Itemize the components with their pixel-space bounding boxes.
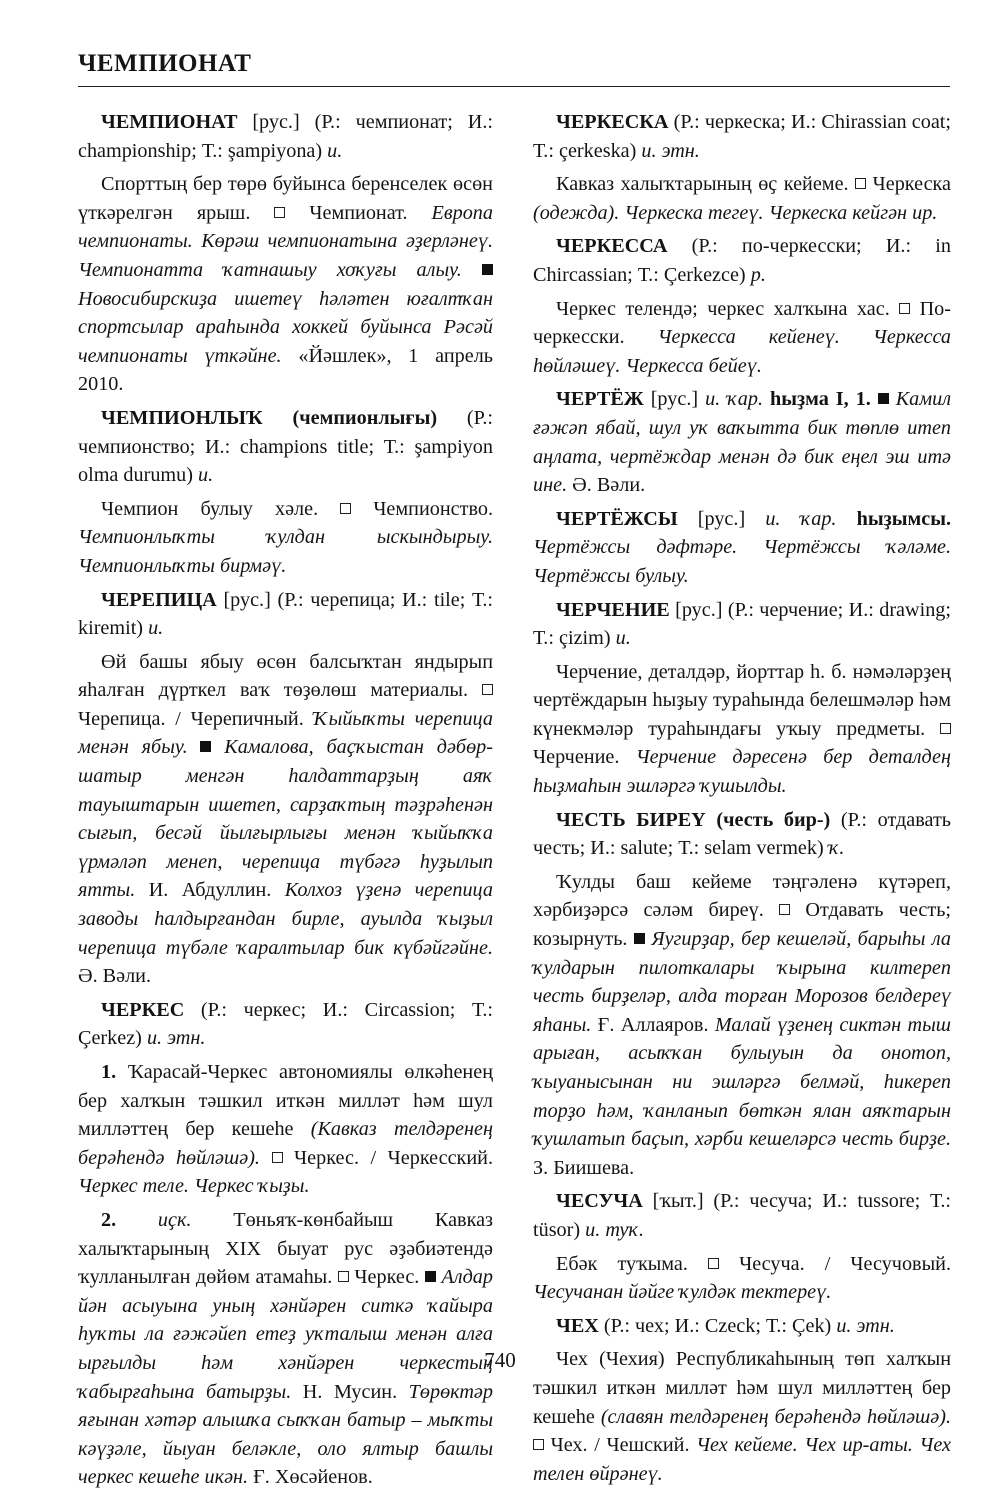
text: Н. Мусин. [291, 1380, 409, 1403]
italic-text: р. [750, 263, 766, 286]
open-square-icon [533, 1439, 544, 1450]
entry-cherkessa [533, 232, 951, 380]
text [871, 388, 878, 410]
italic-text: и. этн. [641, 139, 700, 162]
italic-text: (славян телдәренең берәһендә һөйләшә). [600, 1405, 952, 1428]
headword: ЧЕМПИОНАТ [101, 111, 238, 133]
header-rule [78, 86, 950, 87]
text: Ебәк туҡыма. [556, 1252, 708, 1275]
italic-text: и. туҡ. [585, 1218, 645, 1241]
open-square-icon [779, 904, 790, 915]
entry-definition [533, 170, 951, 227]
entry-cherkes [78, 996, 493, 1492]
text: Ҡарасай-Черкес автономиялы өлкәһенең бер халҡын тәшкил иткән милләт һәм шул милләттең бер кешеһе [78, 1061, 493, 1141]
text [260, 1147, 272, 1169]
entry-chertyozh [533, 385, 951, 499]
italic-text: и. [197, 464, 214, 487]
text: Черкес телендә; черкес халҡына хас. [556, 297, 900, 320]
entry-headline [78, 404, 493, 490]
text: (Р.: чемпионство; И.: champions title; Т.: şampiyon olma durumu) [78, 406, 493, 487]
text [836, 508, 856, 530]
entry-headline [533, 505, 951, 591]
entry-headline [78, 108, 493, 165]
text: «Йәшлек», 1 апрель 2010. [78, 344, 493, 396]
text: Кавказ халыҡтарының өҫ кейеме. [556, 173, 856, 196]
italic-text: Алдар йән асыуына уның хәнйәрен ситкә ҡайыра һуҡты ла ғәжәйеп етеҙ уҡталыш менән алға ырғылды һәм хәнйәрен черкестың ҡабырғаһына батырҙы. [78, 1266, 493, 1403]
text: (Р.: черкес; И.: Circassion; Т.: Çerkez) [78, 998, 493, 1050]
entry-headline [533, 596, 951, 653]
entry-definition [78, 648, 493, 991]
headword: ЧЕРКЕССА [556, 235, 668, 258]
headword: ЧЕРЕПИЦА [101, 588, 217, 611]
italic-text: Чесучанан йәйге ҡулдәк тектереү. [533, 1281, 832, 1304]
italic-text: Чертёжсы дәфтәре. Чертёжсы ҡәләме. Чертёжсы булыу. [533, 536, 951, 587]
text: Ә. Вәли. [567, 474, 646, 497]
open-square-icon [338, 1271, 349, 1282]
entry-headline [533, 108, 951, 165]
entry-headline [533, 1187, 951, 1244]
headword: ЧЕСУЧА [556, 1190, 643, 1213]
entry-chesucha [533, 1187, 951, 1306]
entry-chekh [533, 1312, 951, 1489]
text: Спорттың бер төрө буйынса беренселек өсөн үткәрелгән ярыш. [78, 173, 493, 224]
text: Өй башы ябыу өсөн балсыҡтан яндырып яһалған дүрткел ваҡ төҙөлөш материалы. [78, 650, 493, 702]
left-column [78, 108, 493, 1497]
entry-headline [533, 232, 951, 289]
entry-headline [533, 385, 951, 499]
italic-text: и. [148, 617, 164, 640]
text: [ҡыт.] (Р.: чесуча; И.: tussore; Т.: tüsor) [533, 1190, 951, 1241]
entry-definition [533, 658, 951, 801]
italic-text: Малай үҙенең сиктән тыш арыған, асыҡҡан булыуын да онотоп, ҡыуанысынан ни эшләргә белмәй, һикереп торҙо һәм, ҡанланып бөткән ялан аяҡтарын ҡушлатып баҫып, хәрби кешеләрсә честь бирҙе. [533, 1013, 951, 1151]
headword: ЧЕХ [556, 1314, 599, 1337]
headword: ЧЕМПИОНЛЫҠ (чемпионлығы) [101, 406, 438, 429]
entry-definition [533, 295, 951, 381]
right-column [533, 108, 951, 1493]
entry-definition [78, 170, 493, 399]
text: Төньяҡ-көнбайыш Кавказ халыҡтарының XIX быуат рус әҙәбиәтендә ҡулланылған дөйөм атамаһы. [78, 1208, 494, 1289]
text: [рус.] [643, 388, 706, 411]
text: И. Абдуллин. [135, 879, 285, 902]
text: (Р.: чех; И.: Czeck; Т.: Çek) [598, 1314, 837, 1337]
entry-championlyk [78, 404, 493, 581]
entry-headline [533, 806, 951, 863]
headword: 1. [101, 1061, 117, 1083]
headword: 2. [101, 1208, 117, 1231]
entry-definition [533, 1250, 951, 1307]
entry-cherepitsa [78, 586, 493, 991]
text: Черкес. [348, 1266, 425, 1289]
italic-text: иҫк. [157, 1208, 192, 1231]
open-square-icon [274, 207, 285, 218]
filled-square-icon [200, 741, 211, 752]
italic-text: и. ҡар. [705, 388, 764, 411]
entry-definition [533, 868, 951, 1183]
text: Ҡулды баш кейеме тәңгәленә күтәреп, хәрбиҙәрсә сәләм биреү. [533, 870, 951, 922]
entry-championat [78, 108, 493, 399]
italic-text: Ҡыйыҡты черепица менән ябыу. [78, 707, 493, 759]
text: Чех. / Чешский. [544, 1434, 697, 1457]
italic-text: Камил ғәжәп ябай, шул уҡ ваҡытта бик төплө итеп аңлата, чертёждар менән дә бик еңел эш итә ине. [533, 388, 952, 497]
text: Ғ. Аллаяров. [591, 1013, 715, 1036]
headword: ЧЕРКЕС [101, 998, 185, 1021]
italic-text: (Кавказ телдәренең берәһендә һөйләшә). [78, 1118, 493, 1169]
italic-text: Чемпионлыҡты ҡулдан ыскындырыу. Чемпионлыҡты бирмәү. [78, 526, 493, 577]
text: З. Биишева. [533, 1156, 635, 1179]
text: (Р.: по-черкесски; И.: in Chircassian; Т.: Çerkezce) [533, 235, 951, 286]
running-head: ЧЕМПИОНАТ [78, 50, 252, 77]
italic-text: Черчение дәресенә бер деталдең һыҙмаһын эшләргә ҡушылды. [533, 746, 951, 798]
italic-text: Төрөктәр яғынан хәтәр алышҡа сыҡҡан батыр – мыҡты кәүҙәле, йыуан беләкле, оло ялтыр башлы черкес кешеһе икән. [78, 1380, 493, 1489]
page-number: 740 [484, 1348, 516, 1372]
headword: һыҙымсы. [856, 507, 952, 530]
italic-text: (одежда). Черкеска тегеү. Черкеска кейгән ир. [533, 201, 938, 224]
italic-text: и. [615, 627, 631, 650]
text: Черчение, деталдәр, йорттар һ. б. нәмәләрҙең чертёждарын һыҙыу тураһында белешмәләр һәм күнекмәләр тураһындағы уҡыу предметы. [533, 660, 951, 740]
open-square-icon [708, 1258, 719, 1269]
open-square-icon [272, 1152, 283, 1163]
text: [рус.] (Р.: черепица; И.: tile; Т.: kiremit) [78, 588, 493, 640]
entry-chertyozhsy [533, 505, 951, 591]
italic-text: и. этн. [146, 1027, 206, 1050]
text: По-черкесски. [533, 297, 951, 349]
headword: ЧЕРЧЕНИЕ [556, 598, 670, 621]
open-square-icon [482, 684, 493, 695]
italic-text: ҡ. [828, 837, 845, 860]
text: [рус.] (Р.: чемпионат; И.: championship; Т.: şampiyona) [78, 111, 493, 162]
entry-definition [78, 1058, 493, 1201]
filled-square-icon [634, 933, 645, 944]
text: (Р.: черкеска; И.: Chirassian coat; Т.: çerkeska) [533, 111, 951, 162]
open-square-icon [940, 723, 951, 734]
open-square-icon [855, 178, 866, 189]
headword: ЧЕРКЕСКА [556, 111, 669, 133]
open-square-icon [899, 303, 910, 314]
text: [рус.] [677, 507, 766, 530]
entry-cherkeska [533, 108, 951, 227]
filled-square-icon [425, 1271, 436, 1282]
text: Чесуча. / Чесучовый. [719, 1252, 951, 1275]
italic-text: Чех кейеме. Чех ир-аты. Чех телен өйрәнеү. [533, 1434, 951, 1485]
text: [рус.] (Р.: черчение; И.: drawing; Т.: çizim) [533, 598, 951, 650]
text: Черкес. / Черкесский. [282, 1146, 494, 1169]
open-square-icon [340, 503, 351, 514]
text: Чемпион булыу хәле. [101, 497, 341, 520]
text [763, 388, 770, 410]
headword: һыҙма I, 1. [770, 388, 871, 411]
text: Чемпионат. [285, 201, 432, 224]
headword: ЧЕРТЁЖСЫ [556, 507, 678, 530]
italic-text: и. этн. [836, 1314, 895, 1337]
text: Черепица. / Черепичный. [78, 707, 314, 730]
italic-text: Колхоз үҙенә черепица заводы һалдырғандан бирле, ауылда ҡыҙыл черепица түбәле ҡаралтылар бик күбәйгәйне. [78, 879, 493, 959]
italic-text: Черкесса кейенеү. Черкесса һөйләшеү. Черкесса бейеү. [533, 326, 951, 377]
headword: ЧЕСТЬ БИРЕҮ (честь бир-) [556, 808, 831, 831]
entry-definition [78, 495, 493, 581]
text [116, 1209, 158, 1231]
filled-square-icon [878, 393, 889, 404]
entry-headline [78, 586, 493, 643]
text: Ә. Вәли. [78, 965, 152, 988]
entry-headline [533, 1312, 951, 1341]
italic-text: Яугирҙар, бер кешеләй, барыһы ла ҡулдарын пилоткалары ҡырына килтереп честь бирҙеләр, алда торған Морозов белдереү яһаны. [533, 928, 952, 1036]
italic-text: Европа чемпионаты. Көрәш чемпионатына әҙерләнеү. Чемпионатта ҡатнашыу хоҡуғы алыу. [78, 201, 493, 281]
italic-text: Камалова, баҫҡыстан дәбөр-шатыр менгән һалдаттарҙың аяҡ тауыштарын ишетеп, сарҙаҡтың тәҙрәһенән сығып, бесәй йылғырлығы менән ҡыйыҡҡа үрмәләп менеп, черепица түбәгә һуҙылып ятты. [78, 736, 493, 902]
text: (Р.: отдавать честь; И.: salute; Т.: selam vermek) [533, 808, 951, 860]
text: Отдавать честь; козырнуть. [533, 899, 952, 951]
headword: ЧЕРТЁЖ [556, 388, 644, 411]
entry-headline [78, 996, 493, 1053]
entry-chest [533, 806, 951, 1183]
italic-text: Черкес теле. Черкес ҡыҙы. [78, 1175, 310, 1198]
text: Чемпионство. [351, 497, 493, 520]
italic-text: и. [327, 139, 343, 162]
italic-text: Новосибирскиҙа ишетеү һәләтен юғалтҡан спортсылар араһында хоккей буйынса Рәсәй чемпионаты үткәйне. [78, 287, 493, 367]
entry-cherchenie [533, 596, 951, 801]
text: Ғ. Хөсәйенов. [248, 1466, 373, 1489]
text: Черкеска [866, 173, 951, 196]
italic-text: и. ҡар. [765, 507, 837, 530]
text: Чех (Чехия) Республикаһының төп халҡын тәшкил иткән милләт һәм шул милләттең бер кешеһе [533, 1348, 951, 1428]
text: Черчение. [533, 746, 636, 769]
filled-square-icon [482, 264, 493, 275]
